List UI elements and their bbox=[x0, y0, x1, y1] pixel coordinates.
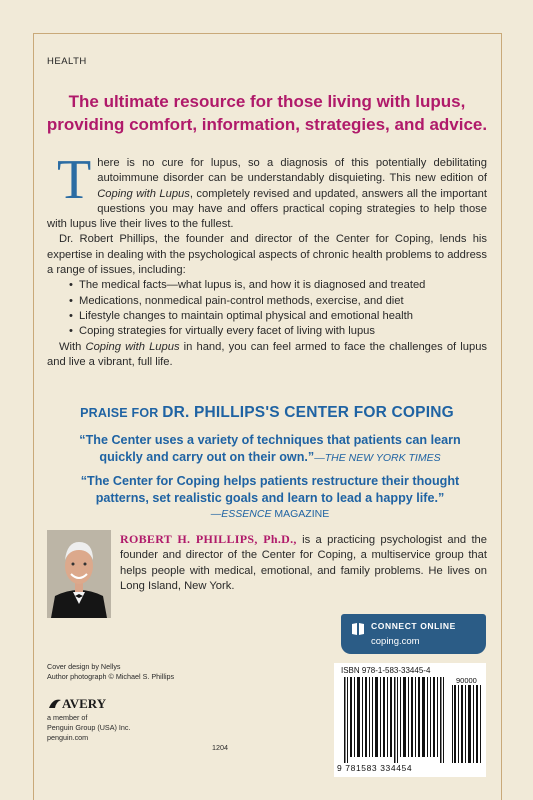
description bbox=[47, 149, 488, 370]
credits bbox=[47, 662, 174, 682]
publisher-member: a member of bbox=[47, 713, 88, 722]
photo-credit: Author photograph © Michael S. Phillips bbox=[47, 672, 175, 681]
list-item: • Lifestyle changes to maintain optimal physical and emotional health bbox=[69, 309, 487, 324]
closing-text-2: in hand, you can feel armed to face the challenges of lupus and live a vibrant, full life. bbox=[47, 340, 488, 368]
quote-2-text: “The Center for Coping helps patients restructure their thought patterns, set realistic goals and learn to lead a happy life.” bbox=[80, 474, 460, 505]
connect-online-label: CONNECT ONLINE bbox=[371, 621, 456, 631]
intro-text-2: , completely revised and updated, answers all the important questions you may have and offers practical coping strategies to help those with lupus live their lives to the fullest. bbox=[47, 187, 487, 231]
cover-credit: Cover design by Nellys bbox=[47, 662, 121, 671]
quote-2-source-dash: — bbox=[210, 508, 222, 520]
publisher-group: Penguin Group (USA) Inc. bbox=[47, 723, 131, 732]
expertise-paragraph: Dr. Robert Phillips, the founder and director of the Center for Coping, lends his expertise in dealing with the psychological aspects of chronic health problems to address a range of issues, including: bbox=[47, 233, 487, 277]
barcode-image bbox=[344, 677, 484, 763]
author-bio bbox=[120, 532, 487, 595]
list-item: • The medical facts—what lupus is, and how it is diagnosed and treated bbox=[69, 278, 487, 293]
intro-book-title: Coping with Lupus bbox=[97, 187, 190, 200]
author-photo bbox=[47, 530, 111, 618]
list-item: • Coping strategies for virtually every facet of living with lupus bbox=[69, 324, 487, 339]
barcode-box bbox=[334, 663, 486, 777]
isbn-digits: 9 781583 334454 bbox=[337, 763, 413, 773]
isbn-label: ISBN 978-1-583-33445-4 bbox=[341, 666, 431, 675]
drop-cap: T bbox=[57, 149, 92, 211]
headline-line-2: providing comfort, information, strategies, and advice. bbox=[46, 115, 488, 134]
avery-logo-mark bbox=[47, 694, 107, 712]
book-icon bbox=[351, 622, 365, 636]
quote-2-source-suffix: MAGAZINE bbox=[271, 508, 330, 520]
price-code: 1204 bbox=[212, 743, 228, 752]
author-name: ROBERT H. PHILLIPS, Ph.D., bbox=[120, 532, 297, 546]
quote-2 bbox=[70, 473, 470, 506]
quote-1 bbox=[70, 432, 470, 466]
quote-1-source: —THE NEW YORK TIMES bbox=[314, 451, 441, 464]
connect-online-box[interactable] bbox=[341, 614, 486, 654]
closing-paragraph bbox=[47, 340, 487, 371]
praise-heading bbox=[44, 404, 490, 422]
headline bbox=[44, 90, 490, 136]
connect-online-url[interactable]: coping.com bbox=[371, 636, 420, 647]
barcode-addon-digits: 90000 bbox=[456, 676, 477, 685]
quote-1-text: “The Center uses a variety of techniques that patients can learn quickly and carry out on their own.” bbox=[79, 433, 461, 464]
intro-paragraph bbox=[47, 149, 487, 232]
praise-prefix: PRAISE FOR bbox=[80, 406, 163, 420]
list-item: • Medications, nonmedical pain-control methods, exercise, and diet bbox=[69, 294, 487, 309]
publisher-info bbox=[47, 713, 131, 743]
author-bio-text: is a practicing psychologist and the founder and director of the Center for Coping, a multiservice group that helps people with medical, emotional, and family problems. He lives on Long Island, New York. bbox=[120, 534, 487, 593]
closing-book-title: Coping with Lupus bbox=[85, 340, 180, 353]
avery-logo-text: AVERY bbox=[62, 696, 107, 711]
topic-list bbox=[47, 278, 487, 339]
headline-line-1: The ultimate resource for those living with lupus, bbox=[68, 92, 466, 111]
closing-text-1: With bbox=[59, 340, 86, 353]
quote-2-source bbox=[70, 508, 470, 520]
publisher-site: penguin.com bbox=[47, 733, 89, 742]
quote-2-source-title: ESSENCE bbox=[221, 508, 272, 520]
category-label: HEALTH bbox=[47, 56, 87, 67]
praise-subject: DR. PHILLIPS'S CENTER FOR COPING bbox=[162, 404, 454, 421]
intro-text-1: here is no cure for lupus, so a diagnosis of this potentially debilitating autoimmune disorder can be understandably disquieting. This new edition of bbox=[97, 157, 487, 185]
author-portrait-image bbox=[47, 530, 111, 618]
